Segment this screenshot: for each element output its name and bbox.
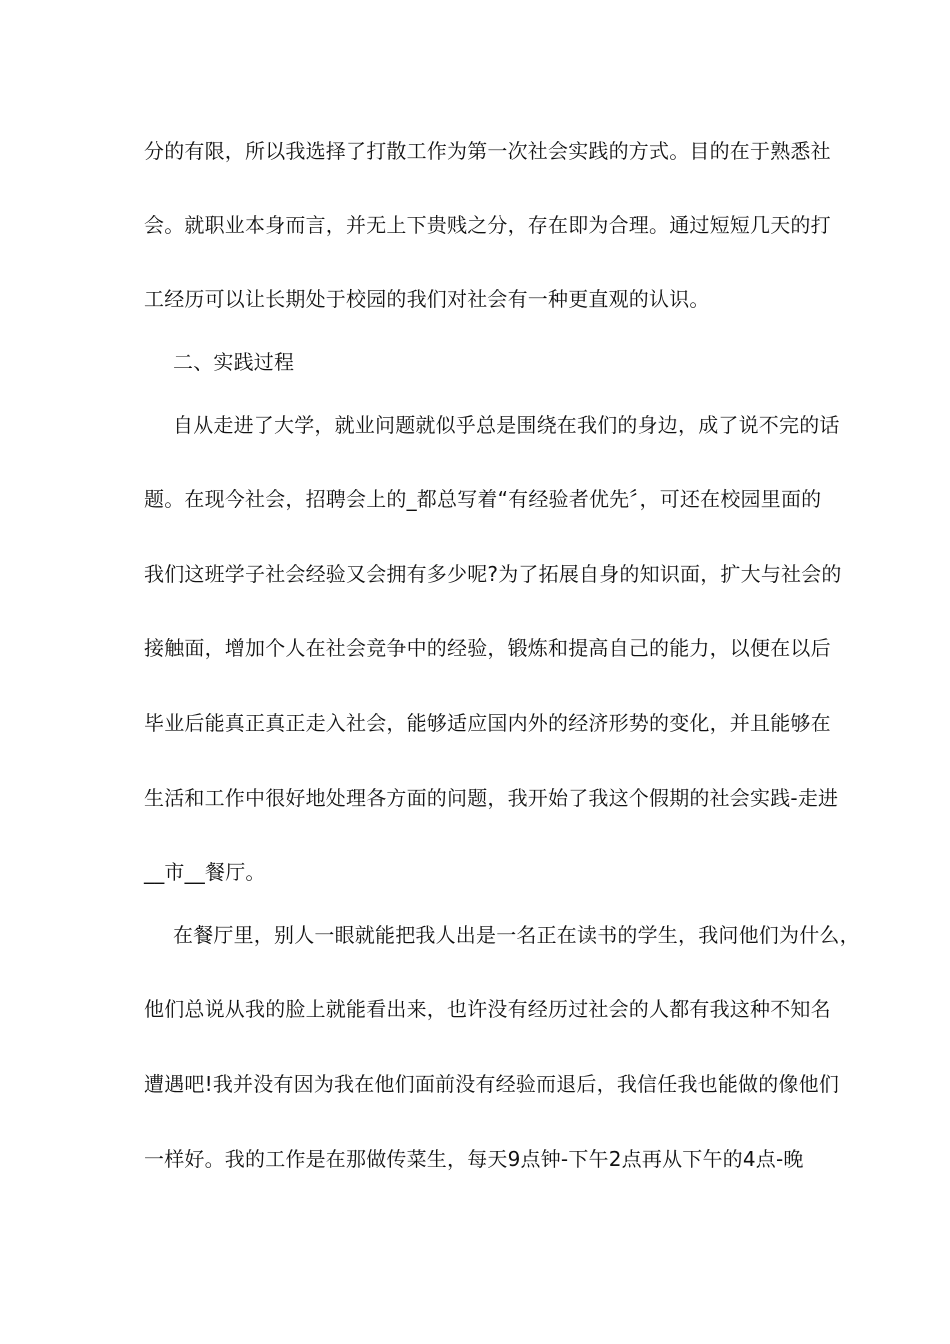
text-line: 自从走进了大学，就业问题就似乎总是围绕在我们的身边，成了说不完的话 — [173, 413, 840, 437]
text-line: 我们这班学子社会经验又会拥有多少呢?为了拓展自身的知识面，扩大与社会的 — [144, 562, 842, 586]
text-line: 在餐厅里，别人一眼就能把我人出是一名正在读书的学生，我问他们为什么， — [173, 923, 860, 947]
text-line: 他们总说从我的脸上就能看出来，也许没有经历过社会的人都有我这种不知名 — [144, 997, 831, 1021]
text-line: 会。就职业本身而言，并无上下贵贱之分，存在即为合理。通过短短几天的打 — [144, 213, 831, 237]
text-line: 接触面，增加个人在社会竞争中的经验，锻炼和提高自己的能力，以便在以后 — [144, 636, 831, 660]
text-line: 生活和工作中很好地处理各方面的问题，我开始了我这个假期的社会实践-走进 — [144, 786, 839, 810]
section-heading: 二、实践过程 — [173, 350, 295, 374]
text-line: 一样好。我的工作是在那做传菜生，每天9点钟-下午2点再从下午的4点-晚 — [144, 1147, 804, 1171]
text-line: 毕业后能真正真正走入社会，能够适应国内外的经济形势的变化，并且能够在 — [144, 711, 831, 735]
text-line: 工经历可以让长期处于校园的我们对社会有一种更直观的认识。 — [144, 287, 710, 311]
text-line: 遭遇吧!我并没有因为我在他们面前没有经验而退后，我信任我也能做的像他们 — [144, 1072, 840, 1096]
text-line: __市__餐厅。 — [144, 860, 266, 884]
text-line: 分的有限，所以我选择了打散工作为第一次社会实践的方式。目的在于熟悉社 — [144, 139, 831, 163]
text-line: 题。在现今社会，招聘会上的_都总写着“有经验者优先〞，可还在校园里面的 — [144, 487, 822, 511]
